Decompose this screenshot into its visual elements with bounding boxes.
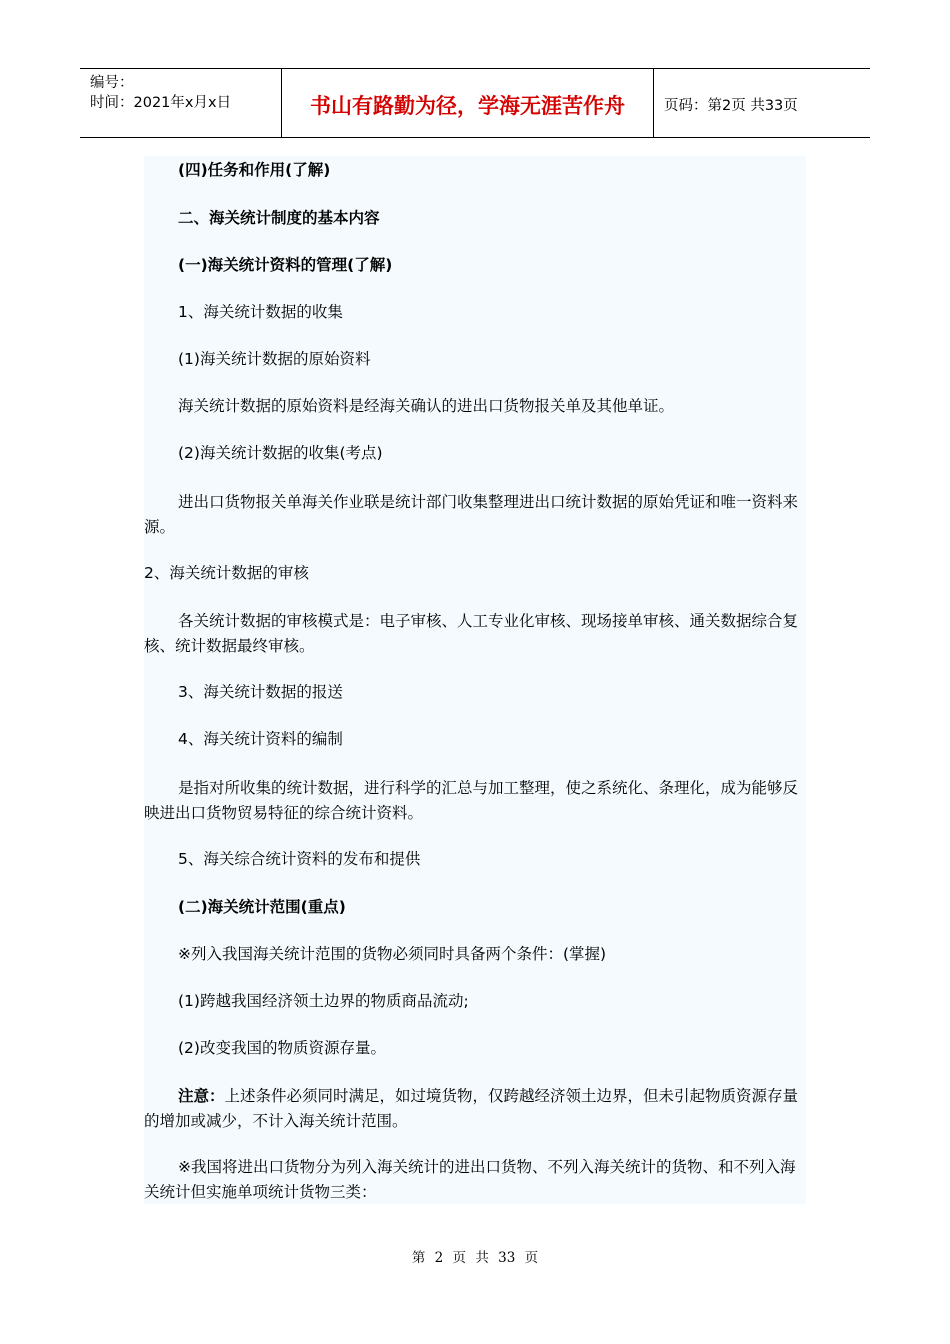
paragraph: 2、海关统计数据的审核: [144, 564, 309, 582]
paragraph: 5、海关综合统计资料的发布和提供: [178, 850, 421, 868]
header-meta: [80, 69, 282, 137]
paragraph: 各关统计数据的审核模式是：电子审核、人工专业化审核、现场接单审核、通关数据综合复核、统计数据最终审核。: [144, 612, 799, 655]
paragraph: ※列入我国海关统计范围的货物必须同时具备两个条件：(掌握): [178, 945, 607, 963]
paragraph: (2)改变我国的物质资源存量。: [178, 1039, 386, 1057]
serial-label: 编号：: [90, 75, 134, 91]
section-heading: (二)海关统计范围(重点): [178, 898, 346, 916]
paragraph: (1)跨越我国经济领土边界的物质商品流动;: [178, 992, 469, 1010]
paragraph: ※我国将进出口货物分为列入海关统计的进出口货物、不列入海关统计的货物、和不列入海关统计但实施单项统计货物三类：: [144, 1158, 796, 1201]
paragraph: 进出口货物报关单海关作业联是统计部门收集整理进出口统计数据的原始凭证和唯一资料来源。: [144, 493, 799, 536]
paragraph: 是指对所收集的统计数据，进行科学的汇总与加工整理，使之系统化、条理化，成为能够反映进出口货物贸易特征的综合统计资料。: [144, 779, 799, 822]
page-header: [80, 68, 870, 138]
header-motto: 书山有路勤为径，学海无涯苦作舟: [282, 69, 654, 137]
section-heading: 二、海关统计制度的基本内容: [178, 209, 380, 227]
paragraph: 1、海关统计数据的收集: [178, 303, 343, 321]
header-page-info: 页码：第2页 共33页: [664, 97, 798, 114]
section-heading: (四)任务和作用(了解): [178, 161, 331, 179]
paragraph: (2)海关统计数据的收集(考点): [178, 444, 383, 462]
page-footer: 第 2 页 共 33 页: [411, 1250, 539, 1266]
document-body: [144, 156, 806, 1204]
paragraph: 3、海关统计数据的报送: [178, 683, 343, 701]
note-label: 注意：: [178, 1087, 225, 1105]
note-paragraph: [144, 1084, 806, 1134]
paragraph: 海关统计数据的原始资料是经海关确认的进出口货物报关单及其他单证。: [178, 397, 675, 415]
date-label: 时间：2021年x月x日: [90, 95, 232, 111]
section-heading: (一)海关统计资料的管理(了解): [178, 256, 393, 274]
note-text: 上述条件必须同时满足，如过境货物，仅跨越经济领土边界，但未引起物质资源存量的增加或减少，不计入海关统计范围。: [144, 1087, 799, 1130]
paragraph: 4、海关统计资料的编制: [178, 730, 343, 748]
paragraph: (1)海关统计数据的原始资料: [178, 350, 371, 368]
